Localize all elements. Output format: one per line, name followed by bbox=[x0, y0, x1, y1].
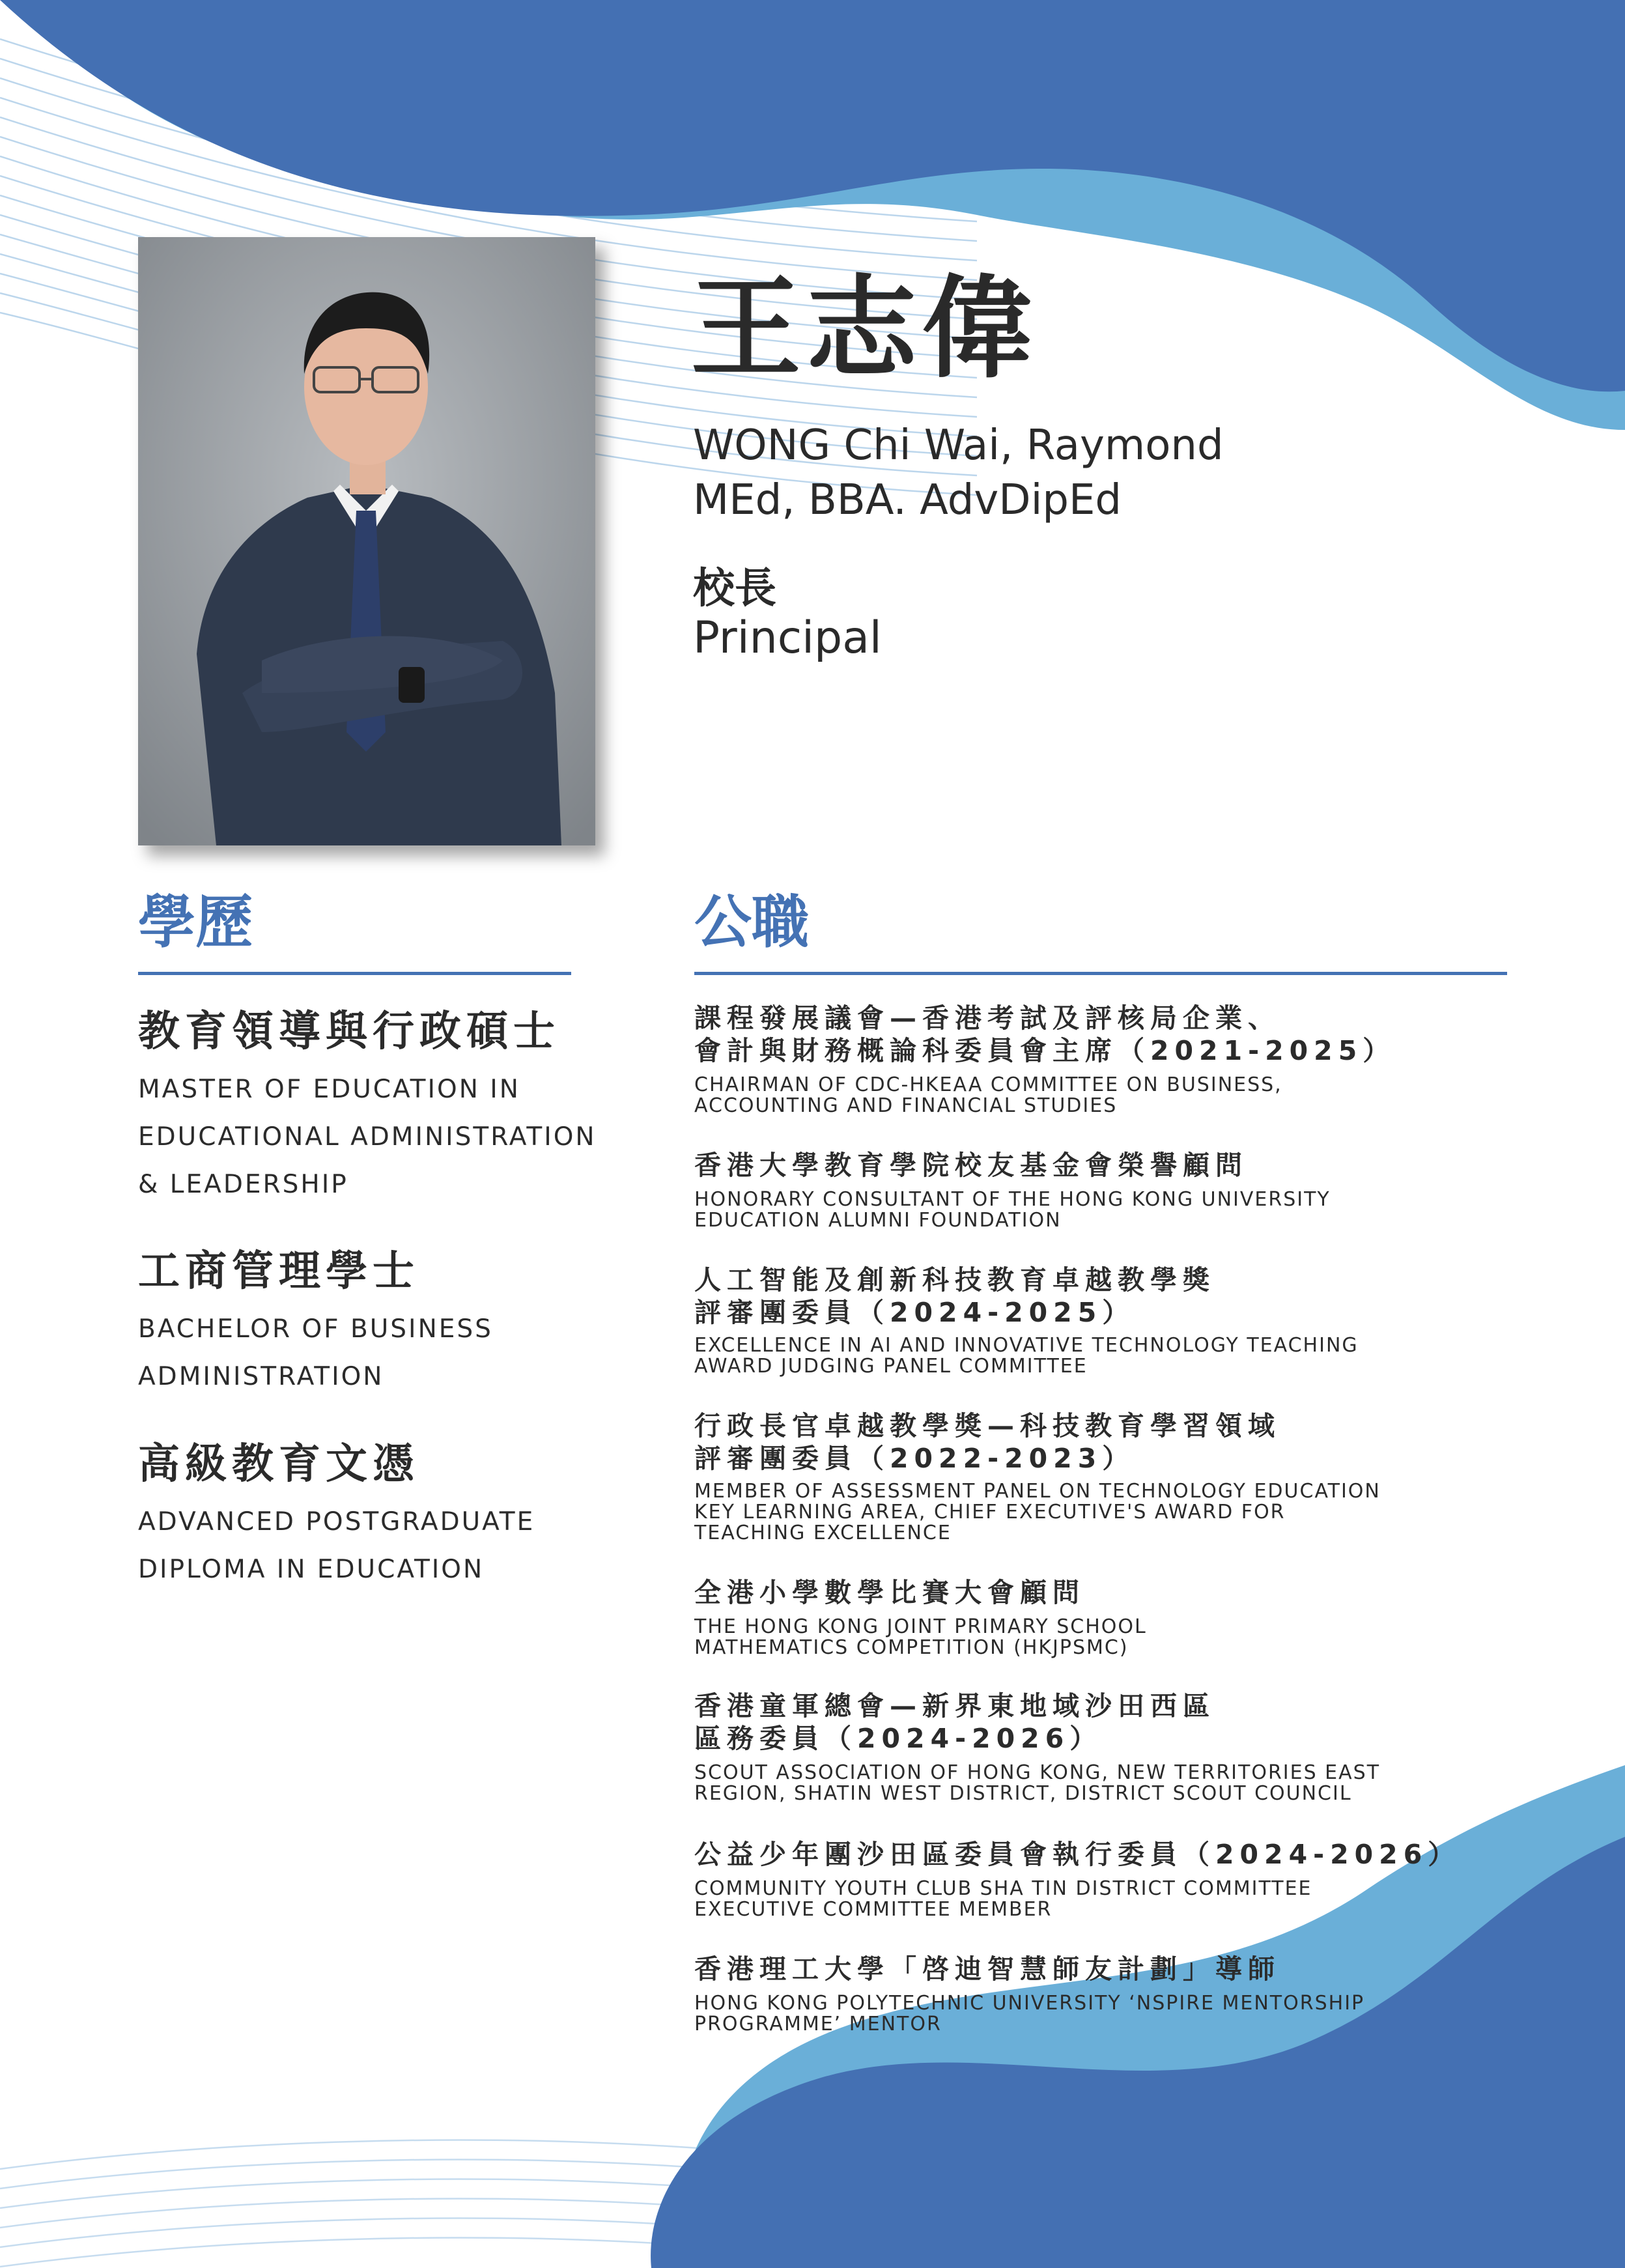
post-item-en bbox=[694, 1617, 1541, 1658]
post-en-line: PROGRAMME’ MENTOR bbox=[694, 2013, 942, 2035]
post-cn-line: 評審團委員（2022-2023） bbox=[694, 1443, 1135, 1474]
post-cn-line: 公益少年團沙田區委員會執行委員（2024-2026） bbox=[694, 1839, 1461, 1870]
name-chinese: 王志偉 bbox=[690, 264, 1039, 393]
title-chinese: 校長 bbox=[693, 565, 776, 613]
education-item-en-line: ADVANCED POSTGRADUATE bbox=[138, 1507, 535, 1537]
post-item-en bbox=[694, 1075, 1541, 1116]
post-item-cn bbox=[694, 1838, 1541, 1871]
post-cn-line: 評審團委員（2024-2025） bbox=[694, 1297, 1135, 1328]
post-item-en bbox=[694, 1878, 1541, 1920]
post-en-line: HONORARY CONSULTANT OF THE HONG KONG UNIVERSITY bbox=[694, 1188, 1331, 1211]
post-item-en bbox=[694, 1763, 1541, 1804]
post-en-line: EXECUTIVE COMMITTEE MEMBER bbox=[694, 1898, 1053, 1921]
post-item-cn bbox=[694, 1690, 1541, 1755]
post-en-line: MEMBER OF ASSESSMENT PANEL ON TECHNOLOGY EDUCATION bbox=[694, 1480, 1381, 1503]
post-item-en bbox=[694, 1335, 1541, 1377]
post-cn-line: 會計與財務概論科委員會主席（2021-2025） bbox=[694, 1035, 1396, 1066]
post-en-line: HONG KONG POLYTECHNIC UNIVERSITY ‘NSPIRE MENTORSHIP bbox=[694, 1992, 1365, 2015]
post-cn-line: 人工智能及創新科技教育卓越教學獎 bbox=[694, 1264, 1215, 1296]
post-cn-line: 行政長官卓越教學獎—科技教育學習領域 bbox=[694, 1410, 1280, 1441]
education-item-cn: 工商管理學士 bbox=[138, 1247, 419, 1296]
education-item-en-line: ADMINISTRATION bbox=[138, 1362, 384, 1391]
education-heading: 學歷 bbox=[138, 888, 253, 956]
post-en-line: THE HONG KONG JOINT PRIMARY SCHOOL bbox=[694, 1615, 1147, 1638]
title-english: Principal bbox=[693, 612, 882, 664]
education-item-en-line: EDUCATIONAL ADMINISTRATION bbox=[138, 1122, 597, 1152]
education-item-cn: 高級教育文憑 bbox=[138, 1440, 419, 1488]
post-en-line: CHAIRMAN OF CDC-HKEAA COMMITTEE ON BUSINESS, bbox=[694, 1073, 1282, 1096]
post-cn-line: 香港理工大學「啓迪智慧師友計劃」導師 bbox=[694, 1953, 1280, 1985]
posts-heading: 公職 bbox=[694, 888, 810, 956]
post-item-cn bbox=[694, 1576, 1541, 1609]
post-en-line: MATHEMATICS COMPETITION (HKJPSMC) bbox=[694, 1636, 1129, 1659]
portrait-photo bbox=[138, 237, 595, 845]
education-item-en bbox=[138, 1498, 659, 1593]
post-item-cn bbox=[694, 1002, 1541, 1067]
post-en-line: TEACHING EXCELLENCE bbox=[694, 1522, 952, 1544]
post-item-en bbox=[694, 1993, 1541, 2035]
post-en-line: SCOUT ASSOCIATION OF HONG KONG, NEW TERRITORIES EAST bbox=[694, 1761, 1381, 1784]
post-item-cn bbox=[694, 1264, 1541, 1329]
name-english: WONG Chi Wai, Raymond bbox=[693, 421, 1224, 470]
post-cn-line: 區務委員（2024-2026） bbox=[694, 1723, 1103, 1754]
education-divider bbox=[138, 972, 571, 975]
post-item-cn bbox=[694, 1953, 1541, 1985]
qualifications: MEd, BBA. AdvDipEd bbox=[693, 476, 1122, 524]
post-item-cn bbox=[694, 1149, 1541, 1182]
post-en-line: COMMUNITY YOUTH CLUB SHA TIN DISTRICT COMMITTEE bbox=[694, 1877, 1312, 1900]
post-en-line: AWARD JUDGING PANEL COMMITTEE bbox=[694, 1355, 1088, 1378]
post-en-line: KEY LEARNING AREA, CHIEF EXECUTIVE'S AWARD FOR bbox=[694, 1501, 1286, 1524]
post-cn-line: 全港小學數學比賽大會顧問 bbox=[694, 1577, 1085, 1608]
post-item-cn bbox=[694, 1410, 1541, 1475]
post-en-line: EDUCATION ALUMNI FOUNDATION bbox=[694, 1209, 1062, 1232]
post-cn-line: 香港童軍總會—新界東地域沙田西區 bbox=[694, 1690, 1215, 1722]
post-en-line: REGION, SHATIN WEST DISTRICT, DISTRICT SCOUT COUNCIL bbox=[694, 1782, 1352, 1805]
education-item-en-line: MASTER OF EDUCATION IN bbox=[138, 1075, 520, 1104]
education-item-en bbox=[138, 1305, 659, 1400]
post-cn-line: 香港大學教育學院校友基金會榮譽顧問 bbox=[694, 1150, 1248, 1181]
post-en-line: ACCOUNTING AND FINANCIAL STUDIES bbox=[694, 1094, 1118, 1117]
post-en-line: EXCELLENCE IN AI AND INNOVATIVE TECHNOLOGY TEACHING bbox=[694, 1334, 1359, 1357]
post-item-en bbox=[694, 1481, 1541, 1544]
post-cn-line: 課程發展議會—香港考試及評核局企業、 bbox=[694, 1002, 1280, 1034]
education-item-en-line: & LEADERSHIP bbox=[138, 1170, 348, 1199]
education-item-cn: 教育領導與行政碩士 bbox=[138, 1008, 560, 1056]
education-item-en bbox=[138, 1066, 659, 1208]
education-item-en-line: DIPLOMA IN EDUCATION bbox=[138, 1555, 485, 1584]
education-item-en-line: BACHELOR OF BUSINESS bbox=[138, 1314, 493, 1344]
post-item-en bbox=[694, 1189, 1541, 1231]
posts-divider bbox=[694, 972, 1507, 975]
